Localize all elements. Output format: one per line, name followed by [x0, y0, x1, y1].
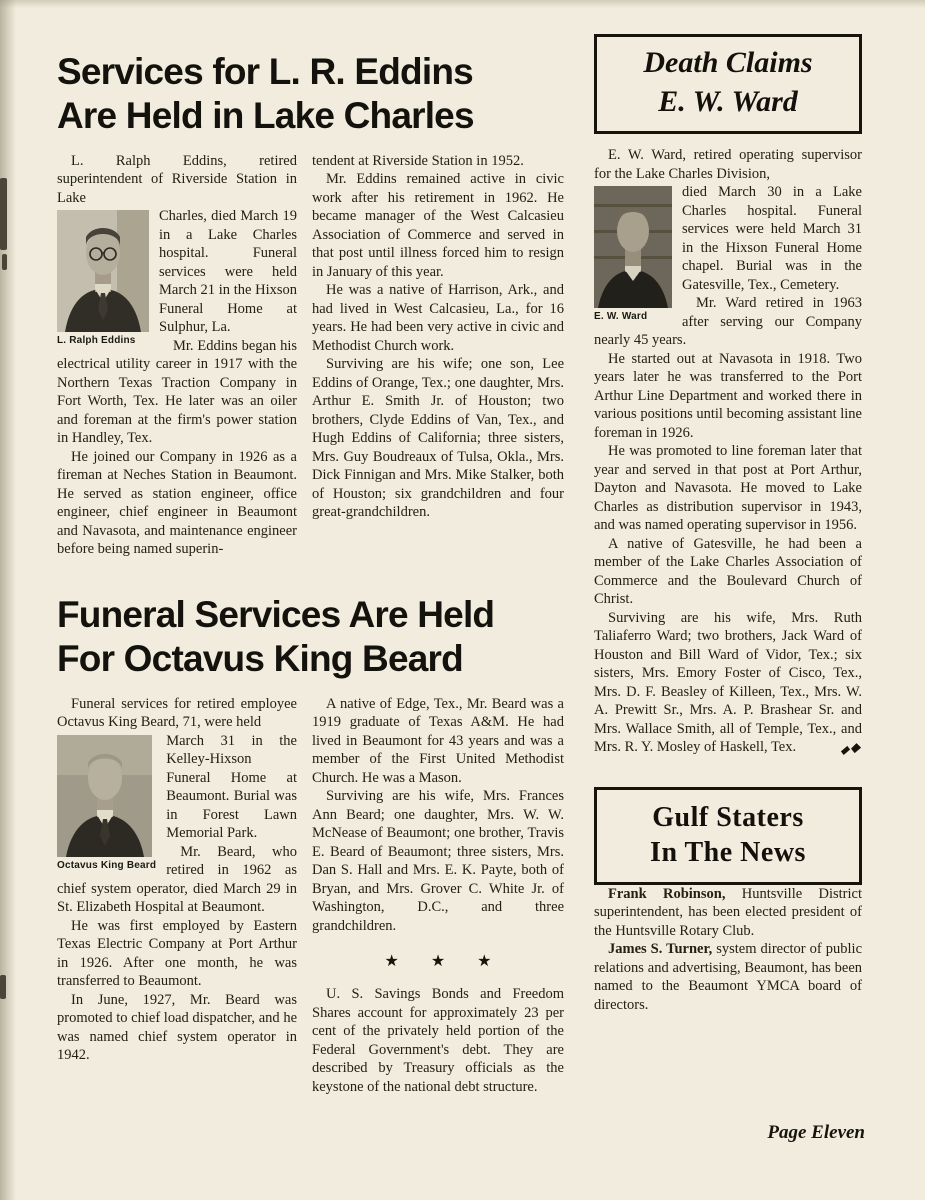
headline-line: For Octavus King Beard — [57, 638, 463, 680]
eddins-photo-caption: L. Ralph Eddins — [57, 335, 136, 347]
page-content — [57, 24, 862, 1096]
paragraph: Mr. Ward retired in 1963 after serving our Company nearly 45 years. — [594, 295, 862, 348]
page-number: Page Eleven — [767, 1122, 865, 1143]
savings-bonds-note: U. S. Savings Bonds and Freedom Shares account for approximately 23 per cent of the privately held portion of the Federal Government's debt. They are described by Treasury officials as the keystone of the national debt structure. — [312, 986, 564, 1095]
paragraph: Charles, died March 19 in a Lake Charles hospital. Funeral services were held March 21 in the Hixson Funeral Home at Sulphur, La. — [159, 208, 297, 336]
paragraph: A native of Gatesville, he had been a member of the Lake Charles Association of Commerce and the Boulevard Church of Christ. — [594, 535, 862, 607]
ward-photo — [594, 186, 672, 322]
headline-line: Funeral Services Are Held — [57, 593, 495, 635]
portrait-photo-icon — [57, 210, 149, 332]
portrait-photo-icon — [57, 735, 152, 857]
gulf-news-item — [594, 885, 862, 941]
star-divider-icon: ★ ★ ★ — [384, 953, 506, 971]
beard-column-2 — [312, 695, 564, 1097]
scan-artifact — [0, 178, 7, 250]
paragraph: In June, 1927, Mr. Beard was promoted to chief load dispatcher, and he was named chief system operator in 1942. — [57, 991, 297, 1064]
paragraph: A native of Edge, Tex., Mr. Beard was a 1919 graduate of Texas A&M. He had lived in Beaumont for 43 years and was a member of the First United Methodist Church. He was a Mason. — [312, 695, 564, 786]
article-beard-columns — [57, 695, 564, 1097]
paragraph: March 31 in the Kelley-Hixson Funeral Home at Beaumont. Burial was in Forest Lawn Memorial Park. — [166, 732, 297, 842]
article-ward — [594, 146, 862, 757]
eddins-column-1 — [57, 152, 297, 559]
paragraph: Mr. Eddins began his electrical utility career in 1917 with the Northern Texas Traction Company in Fort Worth, Tex. He later was an oiler and foreman at the firm's power station in Handley, Tex. — [57, 337, 297, 447]
ward-photo-caption: E. W. Ward — [594, 311, 648, 322]
death-claims-title-box — [594, 34, 862, 134]
person-name: Frank Robinson, — [608, 885, 726, 902]
paragraph: He was first employed by Eastern Texas Electric Company at Port Arthur in 1926. After one month, he was transferred to Beaumont. — [57, 917, 297, 990]
scan-edge-shadow-top — [0, 0, 925, 8]
beard-photo-caption: Octavus King Beard — [57, 859, 157, 871]
paragraph: He was a native of Harrison, Ark., and had lived in West Calcasieu, La., for 16 years. He had been very active in civic and Methodist Church work. — [312, 282, 564, 354]
paragraph: L. Ralph Eddins, retired superintendent of Riverside Station in Lake — [57, 152, 297, 206]
article-eddins-headline — [57, 50, 564, 139]
title-line: E. W. Ward — [658, 85, 798, 118]
paragraph: E. W. Ward, retired operating supervisor for the Lake Charles Division, — [594, 147, 862, 182]
title-line: Gulf Staters — [652, 801, 804, 833]
paragraph: Surviving are his wife; one son, Lee Eddins of Orange, Tex.; one daughter, Mrs. Arthur E. Smith Jr. of Houston; two brothers, Clyde Eddins of Van, Tex., and Hugh Eddins of California; three sisters, Mrs. Guy Boudreaux of Tulsa, Okla., Mrs. Dick Finnigan and Mrs. Mike Stalker, both of Houston; six grandchildren and four great-grandchildren. — [312, 356, 564, 521]
scan-artifact — [2, 254, 7, 270]
gulf-staters-title-box — [594, 787, 862, 885]
eddins-column-2 — [312, 152, 564, 559]
news-text: system director of public relations and advertising, Beaumont, has been named to the Beaumont YMCA board of directors. — [594, 941, 863, 1013]
headline-line: Are Held in Lake Charles — [57, 95, 474, 137]
article-beard-headline — [57, 593, 564, 682]
paragraph: He was promoted to line foreman later that year and served in that post at Port Arthur, Dayton and Navasota. He moved to Lake Charles as distribution supervisor in 1943, and was named operating supervisor in 1956. — [594, 443, 862, 533]
paragraph: died March 30 in a Lake Charles hospital. Funeral services were held March 31 in the Hixson Funeral Home chapel. Burial was in the Gatesville, Tex., Cemetery. — [682, 184, 862, 293]
paragraph: He joined our Company in 1926 as a fireman at Neches Station in Beaumont. He served as station engineer, office engineer, chief engineer in Beaumont and Navasota, and maintenance engineer before being named superin- — [57, 448, 297, 558]
title-line: In The News — [650, 836, 806, 868]
death-claims-title — [601, 43, 855, 121]
paragraph: Mr. Eddins remained active in civic work after his retirement in 1962. He became manager of the West Calcasieu Association of Commerce and served in that post until illness forced him to resign in January of this year. — [312, 171, 564, 280]
gulf-staters-title — [601, 800, 855, 870]
beard-column-1 — [57, 695, 297, 1097]
paragraph: He started out at Navasota in 1918. Two years later he was transferred to the Port Arthur Line Department and worked there in various positions until becoming assistant line foreman in 1926. — [594, 350, 862, 441]
headline-line: Services for L. R. Eddins — [57, 51, 473, 92]
paragraph: Surviving are his wife, Mrs. Ruth Taliaferro Ward; two brothers, Jack Ward of Houston and Bill Ward of Vidor, Tex.; six sisters, Mrs. Emory Foster of Cisco, Tex., Mrs. D. F. Beasley of Killeen, Tex., Mrs. W. A. Prewitt Sr., Mrs. A. P. Brashear Sr. and Mrs. Wallace Smith, all of Temple, Tex., and Mrs. R. Y. Mosley of Haskell, Tex. — [594, 609, 862, 755]
article-eddins — [57, 50, 564, 559]
beard-photo — [57, 735, 156, 871]
left-section — [57, 24, 564, 1096]
eddins-photo — [57, 210, 149, 346]
paragraph: Surviving are his wife, Mrs. Frances Ann Beard; one daughter, Mrs. W. W. McNease of Beaumont; one brother, Travis E. Beard of Beaumont; three sisters, Mrs. Dan S. Hall and Mrs. E. K. Payte, both of Bryan, and Mrs. Grover C. White Jr. of Washington, D.C., and three grandchildren. — [312, 788, 564, 934]
right-section — [594, 24, 862, 1096]
article-eddins-columns — [57, 152, 564, 559]
portrait-photo-icon — [594, 186, 672, 308]
person-name: James S. Turner, — [608, 941, 713, 957]
paragraph: Funeral services for retired employee Octavus King Beard, 71, were held — [57, 695, 297, 731]
scan-artifact — [0, 975, 6, 999]
end-mark-icon — [840, 743, 862, 756]
paragraph: Mr. Beard, who retired in 1962 as chief system operator, died March 29 in St. Elizabeth Hospital at Beaumont. — [57, 843, 297, 916]
news-text: Huntsville District superintendent, has been elected president of the Huntsville Rotary Club. — [594, 885, 862, 939]
paragraph: tendent at Riverside Station in 1952. — [312, 152, 524, 169]
article-beard — [57, 593, 564, 1096]
gulf-news-item — [594, 940, 862, 1014]
title-line: Death Claims — [643, 46, 813, 79]
